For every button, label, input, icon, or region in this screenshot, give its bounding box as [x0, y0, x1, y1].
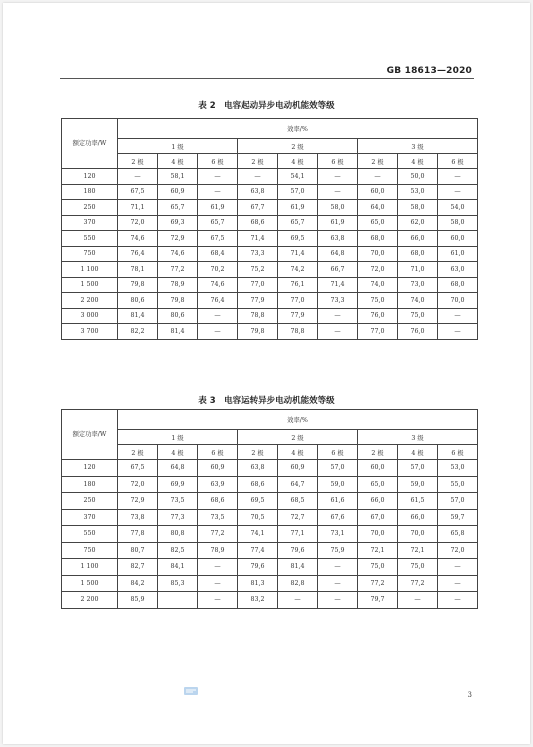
pole-header: 4 极 [158, 154, 198, 169]
power-cell: 370 [62, 509, 118, 526]
efficiency-cell: 68,0 [358, 231, 398, 247]
efficiency-cell: 54,0 [438, 200, 478, 216]
table-row [62, 526, 478, 543]
pole-header: 6 极 [318, 154, 358, 169]
grade-header: 3 级 [358, 139, 478, 154]
efficiency-cell: 75,0 [398, 308, 438, 324]
efficiency-cell: 77,2 [398, 575, 438, 592]
table-row [62, 169, 478, 185]
efficiency-cell: 61,9 [198, 200, 238, 216]
efficiency-cell: 55,0 [438, 476, 478, 493]
pole-header: 6 极 [438, 154, 478, 169]
efficiency-cell: 63,8 [318, 231, 358, 247]
efficiency-cell: — [318, 184, 358, 200]
efficiency-cell: 77,2 [158, 262, 198, 278]
efficiency-cell: 72,1 [358, 542, 398, 559]
grade-header: 1 级 [118, 139, 238, 154]
power-cell: 120 [62, 460, 118, 477]
efficiency-cell: 80,6 [158, 308, 198, 324]
power-cell: 750 [62, 542, 118, 559]
efficiency-cell: 83,2 [238, 592, 278, 609]
efficiency-cell: 69,5 [238, 493, 278, 510]
grade-header: 1 级 [118, 430, 238, 445]
table-row [62, 324, 478, 340]
efficiency-cell: 77,4 [238, 542, 278, 559]
efficiency-cell: 74,0 [358, 277, 398, 293]
efficiency-cell: 76,1 [278, 277, 318, 293]
efficiency-cell: 67,0 [358, 509, 398, 526]
grade-header: 2 级 [238, 430, 358, 445]
efficiency-cell: 64,0 [358, 200, 398, 216]
efficiency-cell: 76,0 [398, 324, 438, 340]
efficiency-cell: 70,5 [238, 509, 278, 526]
table-2 [61, 118, 478, 340]
power-cell: 2 200 [62, 592, 118, 609]
grade-header: 2 级 [238, 139, 358, 154]
efficiency-cell: 75,0 [358, 293, 398, 309]
efficiency-cell: 82,5 [158, 542, 198, 559]
power-cell: 3 000 [62, 308, 118, 324]
efficiency-cell: — [318, 559, 358, 576]
efficiency-cell: — [118, 169, 158, 185]
pole-header: 4 极 [398, 154, 438, 169]
efficiency-cell: 74,6 [118, 231, 158, 247]
power-cell: 180 [62, 184, 118, 200]
efficiency-cell: 75,0 [358, 559, 398, 576]
publisher-logo-icon [184, 687, 198, 695]
power-cell: 1 500 [62, 575, 118, 592]
efficiency-cell: 57,0 [438, 493, 478, 510]
efficiency-cell: — [198, 184, 238, 200]
efficiency-cell: 82,8 [278, 575, 318, 592]
efficiency-cell: 72,1 [398, 542, 438, 559]
efficiency-cell: 60,0 [358, 184, 398, 200]
efficiency-cell: 66,0 [398, 231, 438, 247]
efficiency-cell: 53,0 [398, 184, 438, 200]
efficiency-cell: — [438, 559, 478, 576]
efficiency-cell: 77,0 [278, 293, 318, 309]
efficiency-cell: 84,1 [158, 559, 198, 576]
efficiency-cell: 68,6 [198, 493, 238, 510]
efficiency-cell: 73,1 [318, 526, 358, 543]
efficiency-cell: 68,0 [398, 246, 438, 262]
efficiency-cell: 68,5 [278, 493, 318, 510]
efficiency-cell: 74,6 [198, 277, 238, 293]
efficiency-cell: 65,8 [438, 526, 478, 543]
efficiency-cell: 76,0 [358, 308, 398, 324]
efficiency-cell: 75,2 [238, 262, 278, 278]
efficiency-cell: 60,9 [198, 460, 238, 477]
efficiency-cell: — [438, 184, 478, 200]
efficiency-cell: 68,6 [238, 476, 278, 493]
efficiency-cell: 77,9 [238, 293, 278, 309]
efficiency-cell: 70,0 [438, 293, 478, 309]
efficiency-cell: 84,2 [118, 575, 158, 592]
efficiency-cell: 71,4 [238, 231, 278, 247]
table-row [62, 293, 478, 309]
stub-header: 额定功率/W [62, 119, 118, 169]
power-cell: 1 100 [62, 559, 118, 576]
efficiency-cell: 77,2 [358, 575, 398, 592]
pole-header: 2 极 [118, 154, 158, 169]
efficiency-cell: — [198, 308, 238, 324]
efficiency-cell: 64,7 [278, 476, 318, 493]
efficiency-cell: — [198, 575, 238, 592]
efficiency-cell: — [198, 559, 238, 576]
efficiency-cell: 72,0 [118, 215, 158, 231]
efficiency-cell: — [318, 575, 358, 592]
table-row [62, 559, 478, 576]
grade-header: 3 级 [358, 430, 478, 445]
pole-header: 2 极 [358, 154, 398, 169]
efficiency-cell: 66,7 [318, 262, 358, 278]
efficiency-cell: 62,0 [398, 215, 438, 231]
table-row [62, 215, 478, 231]
table-2-title: 表 2 电容起动异步电动机能效等级 [198, 101, 335, 111]
power-cell: 370 [62, 215, 118, 231]
efficiency-cell: 71,4 [278, 246, 318, 262]
table-3-title: 表 3 电容运转异步电动机能效等级 [198, 396, 335, 406]
efficiency-cell: 64,8 [318, 246, 358, 262]
efficiency-cell: 78,1 [118, 262, 158, 278]
efficiency-cell: 63,8 [238, 460, 278, 477]
efficiency-cell: 72,7 [278, 509, 318, 526]
efficiency-cell: — [438, 575, 478, 592]
pole-header: 6 极 [318, 445, 358, 460]
efficiency-cell: — [318, 308, 358, 324]
efficiency-cell: — [318, 592, 358, 609]
stub-header: 额定功率/W [62, 410, 118, 460]
table-row [62, 476, 478, 493]
efficiency-cell: 74,0 [398, 293, 438, 309]
pole-header: 2 极 [238, 154, 278, 169]
efficiency-cell: 85,3 [158, 575, 198, 592]
pole-header: 4 极 [278, 445, 318, 460]
power-cell: 1 500 [62, 277, 118, 293]
table-row [62, 262, 478, 278]
efficiency-cell: 63,0 [438, 262, 478, 278]
pole-header: 2 极 [238, 445, 278, 460]
table-row [62, 246, 478, 262]
efficiency-cell: 57,0 [318, 460, 358, 477]
efficiency-cell: 68,4 [198, 246, 238, 262]
efficiency-cell: 63,9 [198, 476, 238, 493]
efficiency-cell: 63,8 [238, 184, 278, 200]
table-row [62, 542, 478, 559]
efficiency-cell: 69,9 [158, 476, 198, 493]
pole-header: 6 极 [198, 154, 238, 169]
efficiency-cell: 79,7 [358, 592, 398, 609]
efficiency-cell: 69,5 [278, 231, 318, 247]
efficiency-cell: — [438, 308, 478, 324]
efficiency-cell: — [438, 169, 478, 185]
efficiency-cell: — [198, 169, 238, 185]
efficiency-cell: 73,8 [118, 509, 158, 526]
table-row [62, 308, 478, 324]
efficiency-cell: 68,0 [438, 277, 478, 293]
page-number: 3 [467, 691, 472, 699]
efficiency-cell: 79,8 [238, 324, 278, 340]
efficiency-cell: 78,9 [198, 542, 238, 559]
efficiency-cell: 77,2 [198, 526, 238, 543]
efficiency-cell: 50,0 [398, 169, 438, 185]
efficiency-cell: 73,3 [318, 293, 358, 309]
efficiency-cell: 76,4 [198, 293, 238, 309]
power-cell: 250 [62, 200, 118, 216]
efficiency-cell: 70,2 [198, 262, 238, 278]
efficiency-cell: 74,2 [278, 262, 318, 278]
pole-header: 4 极 [398, 445, 438, 460]
efficiency-cell: 80,7 [118, 542, 158, 559]
pole-header: 4 极 [158, 445, 198, 460]
efficiency-cell: 58,0 [398, 200, 438, 216]
efficiency-cell: 59,7 [438, 509, 478, 526]
efficiency-cell: 59,0 [318, 476, 358, 493]
efficiency-cell: 82,7 [118, 559, 158, 576]
pole-header: 2 极 [358, 445, 398, 460]
efficiency-cell: 65,7 [278, 215, 318, 231]
efficiency-cell: 81,3 [238, 575, 278, 592]
efficiency-cell: 61,5 [398, 493, 438, 510]
power-cell: 550 [62, 231, 118, 247]
efficiency-cell: 65,0 [358, 476, 398, 493]
efficiency-cell: 72,9 [158, 231, 198, 247]
power-cell: 750 [62, 246, 118, 262]
table-3 [61, 409, 478, 609]
efficiency-cell: 71,4 [318, 277, 358, 293]
efficiency-cell: 66,0 [358, 493, 398, 510]
efficiency-cell: 79,8 [118, 277, 158, 293]
efficiency-cell: 77,3 [158, 509, 198, 526]
efficiency-cell: 71,0 [398, 262, 438, 278]
efficiency-cell: 60,0 [358, 460, 398, 477]
efficiency-cell: 73,0 [398, 277, 438, 293]
efficiency-cell: 72,0 [438, 542, 478, 559]
efficiency-cell: — [438, 324, 478, 340]
power-cell: 550 [62, 526, 118, 543]
header-rule [60, 78, 474, 79]
efficiency-cell: 79,6 [238, 559, 278, 576]
document-page [3, 3, 530, 744]
efficiency-cell: 57,0 [398, 460, 438, 477]
efficiency-header: 效率/% [118, 410, 478, 430]
efficiency-cell: 65,7 [198, 215, 238, 231]
efficiency-cell: 59,0 [398, 476, 438, 493]
efficiency-cell: 57,0 [278, 184, 318, 200]
efficiency-cell: — [278, 592, 318, 609]
efficiency-cell: 85,9 [118, 592, 158, 609]
efficiency-cell: 60,9 [158, 184, 198, 200]
efficiency-cell: 78,8 [238, 308, 278, 324]
efficiency-cell: 67,7 [238, 200, 278, 216]
efficiency-cell [158, 592, 198, 609]
table-row [62, 592, 478, 609]
efficiency-cell: 69,3 [158, 215, 198, 231]
table-row [62, 509, 478, 526]
table-row [62, 200, 478, 216]
efficiency-cell: 67,6 [318, 509, 358, 526]
pole-header: 6 极 [438, 445, 478, 460]
efficiency-cell: 82,2 [118, 324, 158, 340]
table-row [62, 575, 478, 592]
power-cell: 250 [62, 493, 118, 510]
efficiency-cell: — [198, 324, 238, 340]
efficiency-cell: 78,8 [278, 324, 318, 340]
efficiency-cell: 72,0 [358, 262, 398, 278]
pole-header: 6 极 [198, 445, 238, 460]
table-row [62, 184, 478, 200]
efficiency-cell: — [198, 592, 238, 609]
efficiency-cell: — [438, 592, 478, 609]
efficiency-cell: 73,5 [158, 493, 198, 510]
efficiency-cell: 61,0 [438, 246, 478, 262]
efficiency-cell: 66,0 [398, 509, 438, 526]
power-cell: 120 [62, 169, 118, 185]
efficiency-cell: 68,6 [238, 215, 278, 231]
efficiency-cell: 73,5 [198, 509, 238, 526]
efficiency-cell: — [358, 169, 398, 185]
efficiency-cell: 58,0 [438, 215, 478, 231]
efficiency-cell: — [238, 169, 278, 185]
efficiency-cell: 53,0 [438, 460, 478, 477]
efficiency-cell: 70,0 [358, 246, 398, 262]
efficiency-cell: 72,0 [118, 476, 158, 493]
efficiency-cell: 79,6 [278, 542, 318, 559]
efficiency-cell: 81,4 [278, 559, 318, 576]
efficiency-cell: 67,5 [118, 184, 158, 200]
pole-header: 2 极 [118, 445, 158, 460]
efficiency-cell: 73,3 [238, 246, 278, 262]
efficiency-cell: 64,8 [158, 460, 198, 477]
power-cell: 1 100 [62, 262, 118, 278]
efficiency-cell: 54,1 [278, 169, 318, 185]
table-row [62, 460, 478, 477]
power-cell: 180 [62, 476, 118, 493]
efficiency-cell: 75,0 [398, 559, 438, 576]
efficiency-cell: 60,9 [278, 460, 318, 477]
efficiency-cell: — [318, 169, 358, 185]
efficiency-cell: — [398, 592, 438, 609]
efficiency-cell: 80,8 [158, 526, 198, 543]
efficiency-cell: 80,6 [118, 293, 158, 309]
efficiency-cell: 77,0 [358, 324, 398, 340]
efficiency-cell: 77,8 [118, 526, 158, 543]
efficiency-cell: 65,7 [158, 200, 198, 216]
efficiency-cell: 65,0 [358, 215, 398, 231]
efficiency-cell: 75,9 [318, 542, 358, 559]
efficiency-cell: 81,4 [118, 308, 158, 324]
efficiency-cell: 76,4 [118, 246, 158, 262]
efficiency-cell: 70,0 [398, 526, 438, 543]
efficiency-cell: 67,5 [198, 231, 238, 247]
efficiency-cell: 61,9 [318, 215, 358, 231]
efficiency-cell: 74,6 [158, 246, 198, 262]
table-row [62, 493, 478, 510]
efficiency-cell: 71,1 [118, 200, 158, 216]
table-row [62, 231, 478, 247]
efficiency-cell: 78,9 [158, 277, 198, 293]
efficiency-cell: 77,1 [278, 526, 318, 543]
efficiency-cell: 81,4 [158, 324, 198, 340]
efficiency-cell: 58,1 [158, 169, 198, 185]
power-cell: 3 700 [62, 324, 118, 340]
table-row [62, 277, 478, 293]
efficiency-cell: 61,9 [278, 200, 318, 216]
pole-header: 4 极 [278, 154, 318, 169]
efficiency-cell: 58,0 [318, 200, 358, 216]
efficiency-cell: 72,9 [118, 493, 158, 510]
power-cell: 2 200 [62, 293, 118, 309]
efficiency-header: 效率/% [118, 119, 478, 139]
efficiency-cell: 60,0 [438, 231, 478, 247]
efficiency-cell: 61,6 [318, 493, 358, 510]
efficiency-cell: 67,5 [118, 460, 158, 477]
efficiency-cell: 74,1 [238, 526, 278, 543]
efficiency-cell: 77,9 [278, 308, 318, 324]
efficiency-cell: 70,0 [358, 526, 398, 543]
efficiency-cell: 77,0 [238, 277, 278, 293]
standard-code: GB 18613—2020 [386, 66, 472, 76]
efficiency-cell: — [318, 324, 358, 340]
efficiency-cell: 79,8 [158, 293, 198, 309]
